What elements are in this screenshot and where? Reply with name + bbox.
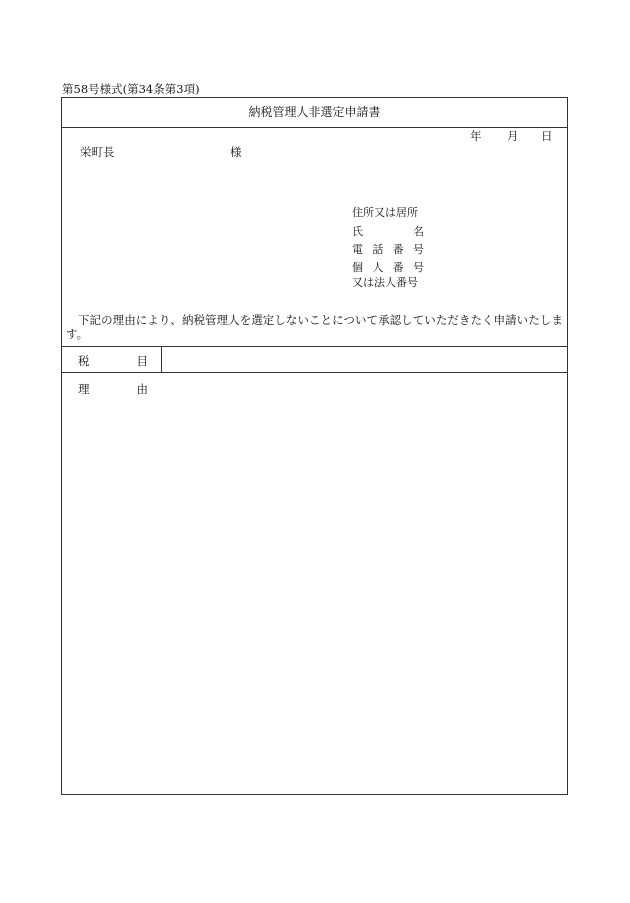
date-year-label: 年 — [470, 129, 482, 143]
form-number-caption: 第58号様式(第34条第3項) — [62, 82, 200, 96]
personal-number-label-char: 個 — [352, 261, 363, 274]
personal-number-label-char: 号 — [412, 261, 424, 274]
application-statement: 下記の理由により、納税管理人を選定しないことについて承認していただきたく申請いたします。 — [66, 313, 563, 341]
tax-item-label-cell — [62, 347, 162, 372]
application-form — [61, 97, 568, 795]
tax-item-label — [78, 353, 148, 369]
tax-item-row — [62, 346, 567, 373]
form-title: 納税管理人非選定申請書 — [62, 98, 567, 128]
reason-label-char: 由 — [136, 382, 148, 396]
phone-label-char: 号 — [412, 243, 424, 256]
recipient-honorific: 様 — [230, 145, 242, 159]
name-label-char: 氏 — [352, 225, 363, 238]
corporate-number-label: 又は法人番号 — [352, 276, 418, 289]
name-label — [352, 223, 424, 239]
phone-label — [352, 241, 424, 257]
date-month-label: 月 — [507, 129, 519, 143]
phone-label-char: 番 — [392, 243, 404, 256]
recipient-name: 栄町長 — [80, 145, 115, 159]
date-day-label: 日 — [541, 129, 553, 143]
reason-label-char: 理 — [78, 382, 90, 396]
phone-label-char: 電 — [352, 243, 363, 256]
name-label-char: 名 — [413, 225, 424, 238]
personal-number-label-char: 番 — [392, 261, 404, 274]
tax-item-label-char: 目 — [136, 354, 148, 368]
personal-number-label — [352, 259, 424, 275]
personal-number-label-char: 人 — [372, 261, 384, 274]
phone-label-char: 話 — [372, 243, 384, 256]
address-label: 住所又は居所 — [352, 206, 418, 219]
reason-label — [78, 381, 148, 397]
tax-item-label-char: 税 — [78, 354, 90, 368]
